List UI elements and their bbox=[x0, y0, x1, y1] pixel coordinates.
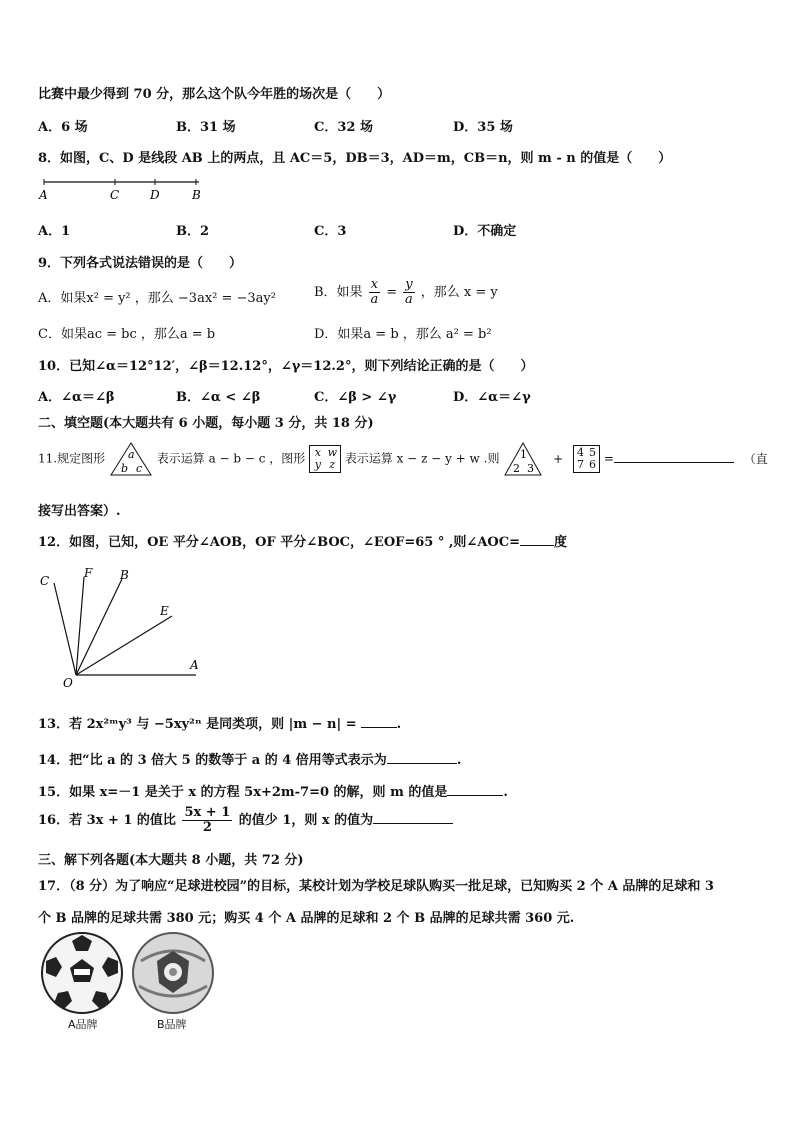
q13 bbox=[38, 713, 401, 732]
angle-figure bbox=[36, 563, 216, 693]
q16-answer-blank[interactable] bbox=[373, 811, 453, 824]
q15-answer-blank[interactable] bbox=[447, 783, 503, 796]
grid-4576-figure: 4 5 7 6 bbox=[573, 445, 600, 473]
q14-text: 14．把“比 a 的 3 倍大 5 的数等于 a 的 4 倍用等式表示为 bbox=[38, 753, 387, 768]
label-f: F bbox=[84, 566, 93, 580]
q11-mid1: 表示运算 a − b − c ，图形 bbox=[156, 451, 306, 466]
q7-option-a: A．6 场 bbox=[38, 120, 88, 135]
svg-text:3: 3 bbox=[527, 462, 535, 475]
svg-text:1: 1 bbox=[520, 448, 528, 461]
q9-option-d: D．如果a = b ，那么 a² = b² bbox=[314, 327, 492, 342]
q16-post: 的值少 1，则 x 的值为 bbox=[238, 813, 374, 828]
q13-end: . bbox=[396, 717, 402, 732]
triangle-abc-figure bbox=[109, 441, 153, 477]
q7-option-b: B．31 场 bbox=[176, 120, 236, 135]
q17-line2: 个 B 品牌的足球共需 380 元；购买 4 个 A 品牌的足球和 2 个 B 品牌的足球共需 360 元. bbox=[38, 911, 575, 926]
q15-end: . bbox=[503, 785, 508, 800]
caption-b-brand: B品牌 bbox=[157, 1018, 187, 1031]
q7-option-d: D．35 场 bbox=[453, 120, 513, 135]
q12-unit: 度 bbox=[553, 535, 567, 550]
q10-option-c: C．∠β > ∠γ bbox=[314, 390, 397, 405]
q14 bbox=[38, 749, 461, 768]
svg-text:2: 2 bbox=[513, 462, 521, 475]
q7-stem: 比赛中最少得到 70 分，那么这个队今年胜的场次是（ ） bbox=[38, 87, 391, 102]
section-2-heading: 二、填空题(本大题共有 6 小题，每小题 3 分，共 18 分) bbox=[38, 416, 374, 431]
q9-option-a: A．如果x² = y² ，那么 −3ax² = −3ay² bbox=[38, 291, 276, 306]
q9-option-b-pre: B．如果 bbox=[314, 285, 363, 300]
soccer-ball-b-image bbox=[131, 931, 215, 1015]
ray-oc bbox=[54, 583, 76, 675]
grid-xwyz-figure: x w y z bbox=[309, 445, 341, 473]
svg-text:a: a bbox=[127, 448, 135, 461]
q15-text: 15．如果 x=－1 是关于 x 的方程 5x+2m-7=0 的解，则 m 的值是 bbox=[38, 785, 448, 800]
q10-option-a: A．∠α＝∠β bbox=[38, 390, 115, 405]
q9-option-c: C．如果ac = bc ，那么a = b bbox=[38, 327, 216, 342]
label-c: C bbox=[110, 188, 120, 202]
q13-text: 13．若 2x²ᵐy³ 与 −5xy²ⁿ 是同类项，则 |m − n| = bbox=[38, 717, 357, 732]
q11-line1 bbox=[38, 441, 768, 477]
label-a: A bbox=[39, 188, 48, 202]
q16-pre: 16．若 3x + 1 的值比 bbox=[38, 813, 176, 828]
q10-option-b: B．∠α < ∠β bbox=[176, 390, 261, 405]
q10-option-d: D．∠α＝∠γ bbox=[453, 390, 531, 405]
q11-tail: （直 bbox=[743, 451, 768, 466]
q12-stem-text: 12．如图，已知，OE 平分∠AOB，OF 平分∠BOC，∠EOF=65 ° ,则∠AOC= bbox=[38, 535, 520, 550]
segment-figure bbox=[36, 176, 216, 204]
q14-end: . bbox=[456, 753, 462, 768]
q11-plus: + bbox=[553, 451, 564, 466]
label-a: A bbox=[190, 658, 199, 672]
q9-option-b bbox=[314, 278, 498, 307]
label-b: B bbox=[192, 188, 201, 202]
q17-line1: 17．（8 分）为了响应“足球进校园”的目标，某校计划为学校足球队购买一批足球，已知购买 2 个 A 品牌的足球和 3 bbox=[38, 879, 714, 894]
q13-answer-blank[interactable] bbox=[361, 715, 397, 728]
svg-text:b: b bbox=[120, 462, 128, 475]
q8-stem: 8．如图，C、D 是线段 AB 上的两点，且 AC＝5，DB＝3，AD＝m，CB＝n，则 m - n 的值是（ ） bbox=[38, 151, 672, 166]
caption-a-brand: A品牌 bbox=[68, 1018, 98, 1031]
q11-mid2: 表示运算 x − z − y + w .则 bbox=[344, 451, 500, 466]
q11-pre: 11.规定图形 bbox=[38, 451, 106, 466]
q12-stem bbox=[38, 531, 567, 550]
label-c: C bbox=[40, 574, 50, 588]
svg-text:c: c bbox=[135, 462, 143, 475]
q10-stem: 10．已知∠α＝12°12′，∠β＝12.12°，∠γ＝12.2°，则下列结论正确的是（ ） bbox=[38, 359, 534, 374]
q16-fraction: $\frac{5x + 1}{2}$ bbox=[184, 805, 231, 835]
triangle-123-figure bbox=[503, 441, 543, 477]
label-b: B bbox=[120, 568, 129, 582]
label-o: O bbox=[63, 676, 73, 690]
q9-fraction-y-over-a: $\frac{y}{a}$ bbox=[405, 277, 413, 307]
section-3-heading: 三、解下列各题(本大题共 8 小题，共 72 分) bbox=[38, 853, 304, 868]
q16 bbox=[38, 806, 453, 835]
q7-option-c: C．32 场 bbox=[314, 120, 373, 135]
soccer-ball-a-image bbox=[40, 931, 124, 1015]
q11-eq: = bbox=[603, 451, 614, 466]
q8-option-c: C．3 bbox=[314, 224, 347, 239]
q9-stem: 9．下列各式说法错误的是（ ） bbox=[38, 256, 243, 271]
q11-answer-blank[interactable] bbox=[614, 450, 734, 463]
q15 bbox=[38, 781, 508, 800]
q8-option-b: B．2 bbox=[176, 224, 210, 239]
q8-option-d: D．不确定 bbox=[453, 224, 517, 239]
label-d: D bbox=[150, 188, 160, 202]
q9-fraction-x-over-a: $\frac{x}{a}$ bbox=[370, 277, 379, 307]
q9-option-b-post: ，那么 x = y bbox=[420, 285, 498, 300]
q8-option-a: A．1 bbox=[38, 224, 71, 239]
q11-line2: 接写出答案）. bbox=[38, 504, 121, 519]
q12-answer-blank[interactable] bbox=[520, 533, 554, 546]
q9-option-b-eq: = bbox=[386, 285, 398, 300]
label-e: E bbox=[160, 604, 169, 618]
q14-answer-blank[interactable] bbox=[387, 751, 457, 764]
